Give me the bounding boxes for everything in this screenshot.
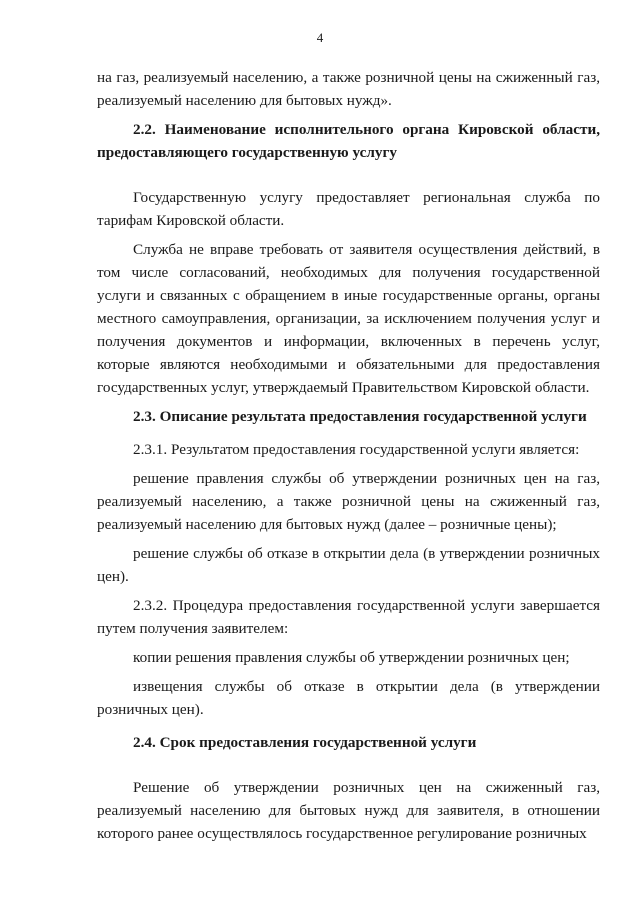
paragraph-service-provider: Государственную услугу предоставляет региональная служба по тарифам Кировской области.: [97, 189, 600, 229]
document-body: [97, 66, 600, 845]
list-item-refusal-notice: извещения службы об отказе в открытии дела (в утверждении розничных цен).: [97, 678, 600, 718]
paragraph-continuation: на газ, реализуемый населению, а также розничной цены на сжиженный газ, реализуемый населению для бытовых нужд».: [97, 69, 600, 109]
paragraph-service-restrictions: Служба не вправе требовать от заявителя осуществления действий, в том числе согласований, необходимых для получения государственной услуги и связанных с обращением в иные государственные органы, органы местного самоуправления, организации, за исключением получения услуг и получения документов и информации, включенных в перечень услуг, которые являются необходимыми и обязательными для предоставления государственных услуг, утверждаемый Правительством Кировской области.: [97, 241, 600, 396]
section-heading-2-3: 2.3. Описание результата предоставления государственной услуги: [133, 408, 587, 425]
list-item-board-decision: решение правления службы об утверждении розничных цен на газ, реализуемый населению, а также розничной цены на сжиженный газ, реализуемый населению для бытовых нужд (далее – розничные цены);: [97, 470, 600, 533]
page-number: 4: [316, 30, 324, 45]
paragraph-2-3-1: 2.3.1. Результатом предоставления государственной услуги является:: [133, 441, 580, 458]
list-item-decision-copy: копии решения правления службы об утверждении розничных цен;: [133, 649, 570, 666]
paragraph-2-4-decision-term: Решение об утверждении розничных цен на сжиженный газ, реализуемый населению для бытовых нужд для заявителя, в отношении которого ранее осуществлялось государственное регулирование розничных: [97, 779, 600, 842]
section-heading-2-4: 2.4. Срок предоставления государственной услуги: [133, 734, 477, 751]
paragraph-2-3-2: 2.3.2. Процедура предоставления государственной услуги завершается путем получения заявителем:: [97, 597, 600, 637]
section-heading-2-2: 2.2. Наименование исполнительного органа Кировской области, предоставляющего государственную услугу: [97, 121, 600, 161]
list-item-refusal-decision: решение службы об отказе в открытии дела (в утверждении розничных цен).: [97, 545, 600, 585]
